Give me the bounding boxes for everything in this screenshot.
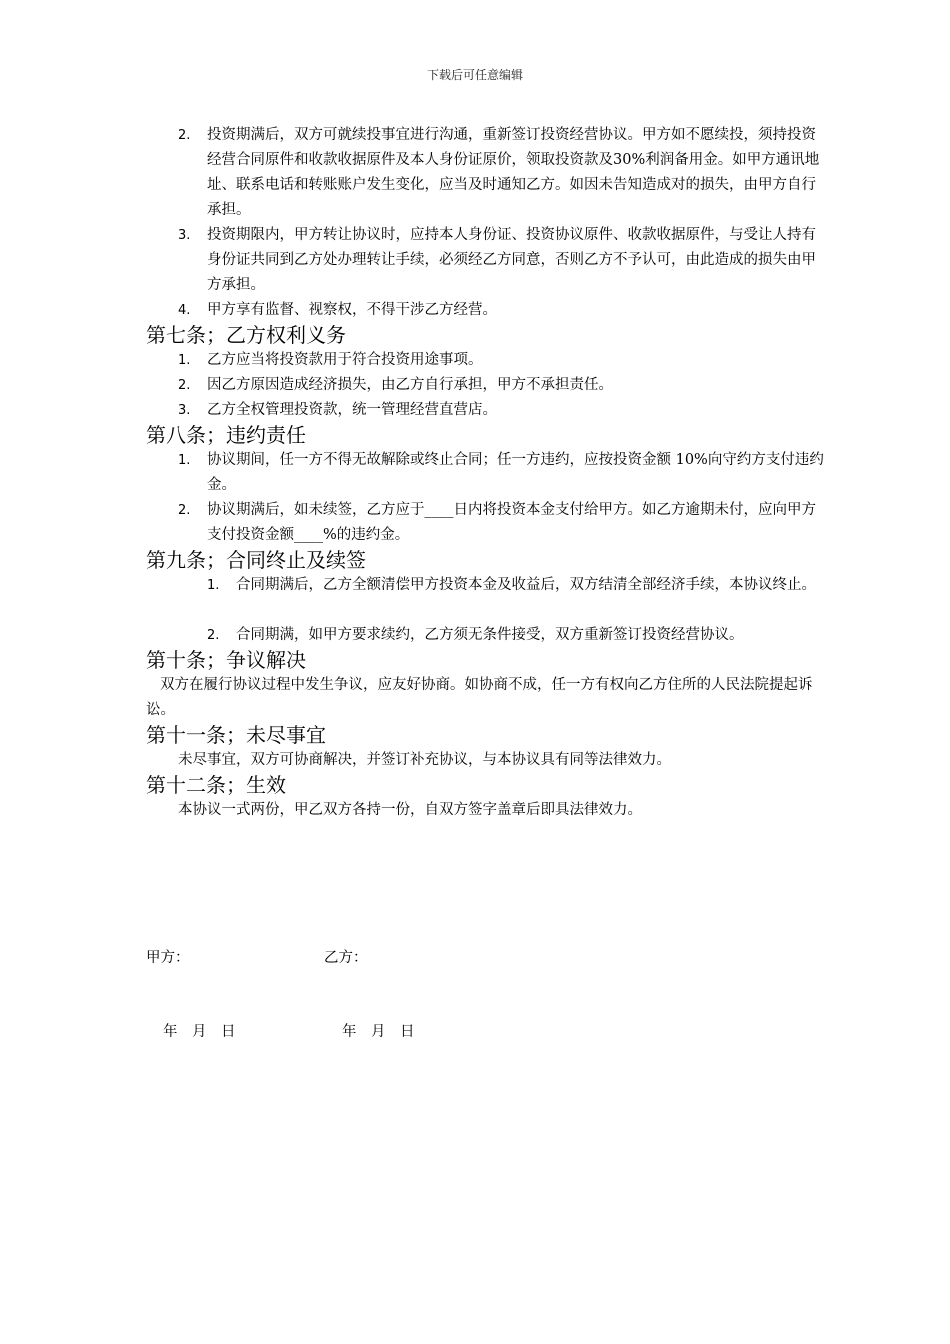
section-9-list xyxy=(146,573,826,648)
list-item: 1. 合同期满后，乙方全额清偿甲方投资本金及收益后，双方结清全部经济手续，本协议终止。 xyxy=(207,577,816,593)
list-item: 2. 协议期满后，如未续签，乙方应于____日内将投资本金支付给甲方。如乙方逾期未付，应向甲方支付投资金额____%的违约金。 xyxy=(178,502,816,543)
list-item: 1. 协议期间，任一方不得无故解除或终止合同；任一方违约，应按投资金额 10%向守约方支付违约金。 xyxy=(178,452,824,493)
list-item-text: 投资期限内，甲方转让协议时，应持本人身份证、投资协议原件、收款收据原件，与受让人持有身份证共同到乙方处办理转让手续，必须经乙方同意，否则乙方不予认可，由此造成的损失由甲方承担。 xyxy=(207,227,816,293)
section-12-title: 第十二条；生效 xyxy=(146,773,286,797)
list-item-text: 投资期满后，双方可就续投事宜进行沟通，重新签订投资经营协议。甲方如不愿续投，须持投资经营合同原件和收款收据原件及本人身份证原价，领取投资款及30%利润备用金。如甲方通讯地址、联系电话和转账账户发生变化，应当及时通知乙方。如因未告知造成对的损失，由甲方自行承担。 xyxy=(207,127,820,218)
list-item: 1. 乙方应当将投资款用于符合投资用途事项。 xyxy=(178,352,483,368)
section-8-list xyxy=(146,448,826,548)
list-item-text: 合同期满，如甲方要求续约，乙方须无条件接受，双方重新签订投资经营协议。 xyxy=(236,627,744,643)
list-item-text: 合同期满后，乙方全额清偿甲方投资本金及收益后，双方结清全部经济手续，本协议终止。 xyxy=(236,577,816,593)
list-item: 2. 合同期满，如甲方要求续约，乙方须无条件接受，双方重新签订投资经营协议。 xyxy=(207,627,744,643)
list-item-text: 甲方享有监督、视察权，不得干涉乙方经营。 xyxy=(207,302,497,318)
list-item: 2. 因乙方原因造成经济损失，由乙方自行承担，甲方不承担责任。 xyxy=(178,377,613,393)
list-item-text: 协议期满后，如未续签，乙方应于____日内将投资本金支付给甲方。如乙方逾期未付，应向甲方支付投资金额____%的违约金。 xyxy=(207,502,816,543)
list-item: 4. 甲方享有监督、视察权，不得干涉乙方经营。 xyxy=(178,302,497,318)
section-10-title: 第十条；争议解决 xyxy=(146,648,306,672)
list-item: 3. 投资期限内，甲方转让协议时，应持本人身份证、投资协议原件、收款收据原件，与受让人持有身份证共同到乙方处办理转让手续，必须经乙方同意，否则乙方不予认可，由此造成的损失由甲方承担。 xyxy=(178,227,816,293)
list-item-text: 乙方全权管理投资款，统一管理经营直营店。 xyxy=(207,402,497,418)
section-11-text: 未尽事宜，双方可协商解决，并签订补充协议，与本协议具有同等法律效力。 xyxy=(178,752,671,768)
section-6-list xyxy=(146,123,826,323)
list-item: 3. 乙方全权管理投资款，统一管理经营直营店。 xyxy=(178,402,497,418)
party-b-date: 年 月 日 xyxy=(342,1024,415,1040)
header-note: 下载后可任意编辑 xyxy=(426,68,523,82)
section-7-list xyxy=(146,348,826,423)
list-item: 2. 投资期满后，双方可就续投事宜进行沟通，重新签订投资经营协议。甲方如不愿续投，须持投资经营合同原件和收款收据原件及本人身份证原价，领取投资款及30%利润备用金。如甲方通讯地址、联系电话和转账账户发生变化，应当及时通知乙方。如因未告知造成对的损失，由甲方自行承担。 xyxy=(178,127,820,218)
list-item-text: 协议期间，任一方不得无故解除或终止合同；任一方违约，应按投资金额 10%向守约方支付违约金。 xyxy=(207,452,824,493)
section-7-title: 第七条；乙方权利义务 xyxy=(146,323,346,347)
list-item-text: 因乙方原因造成经济损失，由乙方自行承担，甲方不承担责任。 xyxy=(207,377,613,393)
contract-body xyxy=(146,123,826,823)
section-11-title: 第十一条；未尽事宜 xyxy=(146,723,326,747)
party-b-label: 乙方： xyxy=(324,950,368,966)
party-a-label: 甲方： xyxy=(146,950,190,966)
section-8-title: 第八条；违约责任 xyxy=(146,423,306,447)
section-9-title: 第九条；合同终止及续签 xyxy=(146,548,366,572)
party-a-date: 年 月 日 xyxy=(163,1024,236,1040)
section-10-text: 双方在履行协议过程中发生争议，应友好协商。如协商不成，任一方有权向乙方住所的人民法院提起诉讼。 xyxy=(146,677,813,718)
list-item-text: 乙方应当将投资款用于符合投资用途事项。 xyxy=(207,352,483,368)
section-12-text: 本协议一式两份，甲乙双方各持一份，自双方签字盖章后即具法律效力。 xyxy=(178,802,642,818)
